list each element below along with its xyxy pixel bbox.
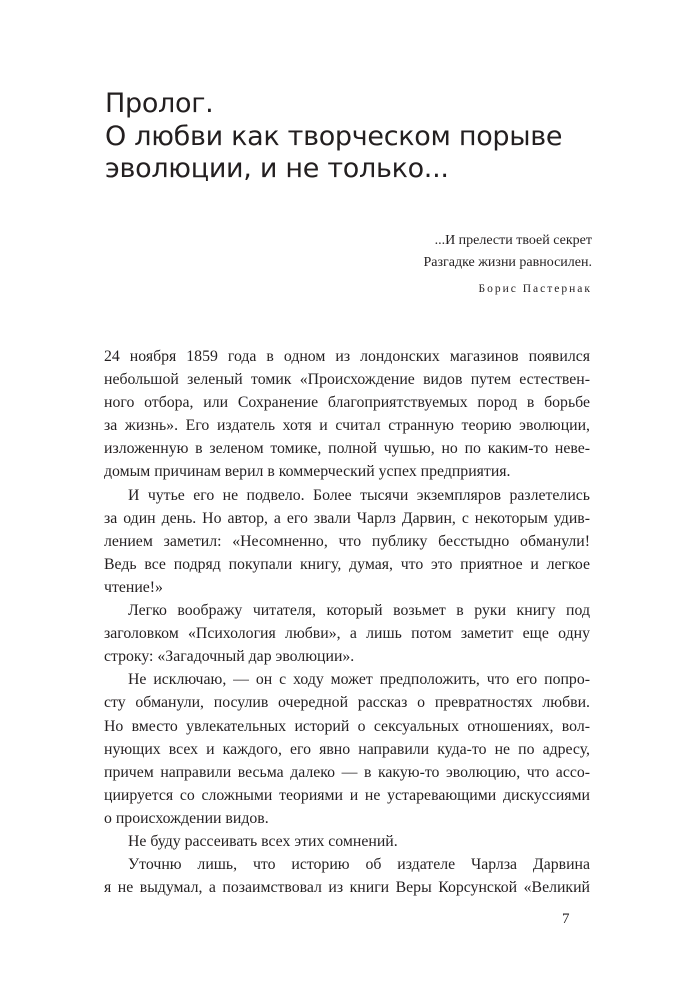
body-text	[104, 345, 590, 899]
chapter-title-line: О любви как творческом порыве	[105, 120, 563, 152]
epigraph-line: Разгадке жизни равносилен.	[423, 255, 592, 270]
paragraph	[104, 484, 590, 599]
text-line: Не буду рассеивать всех этих сомнений.	[128, 832, 398, 850]
chapter-title-line: эволюции, и не только...	[105, 153, 449, 184]
text-line: небольшой зеленый томик «Происхождение видов путем естествен-	[104, 371, 590, 389]
text-line: Но вместо увлекательных историй о сексуальных отношениях, вол-	[104, 717, 590, 735]
paragraph	[104, 668, 590, 830]
text-line: за один день. Но автор, а его звали Чарлз Дарвин, с некоторым удив-	[104, 509, 590, 527]
text-line: о происхождении видов.	[104, 809, 269, 827]
text-line: Не исключаю, — он с ходу может предположить, что его попро-	[128, 671, 590, 689]
text-line: за жизнь». Его издатель хотя и считал странную теорию эволюции,	[104, 417, 590, 435]
page-number: 7	[562, 911, 570, 927]
chapter-title-line: Пролог.	[105, 88, 214, 119]
text-line: Легко воображу читателя, который возьмет в руки книгу под	[128, 602, 590, 620]
epigraph	[423, 230, 592, 300]
text-line: лением заметил: «Несомненно, что публику бесстыдно обманули!	[104, 532, 590, 550]
chapter-title	[105, 88, 625, 186]
text-line: изложенную в зеленом томике, полной чушью, но по каким-то неве-	[104, 440, 590, 458]
text-line: 24 ноября 1859 года в одном из лондонских магазинов появился	[104, 348, 590, 365]
text-line: я не выдумал, а позаимствовал из книги Веры Корсунской «Великий	[104, 879, 590, 897]
text-line: строку: «Загадочный дар эволюции».	[104, 648, 355, 666]
text-line: причем направили весьма далеко — в какую-то эволюцию, что ассо-	[104, 763, 590, 781]
text-line: Ведь все подряд покупали книгу, думая, что это приятное и легкое	[104, 555, 590, 573]
text-line: сту обманули, посулив очередной рассказ о превратностях любви.	[104, 694, 590, 712]
paragraph	[104, 853, 590, 899]
text-line: И чутье его не подвело. Более тысячи экземпляров разлетелись	[128, 486, 590, 504]
paragraph	[104, 830, 590, 853]
paragraph	[104, 345, 590, 484]
text-line: чтение!»	[104, 578, 163, 596]
text-line: Уточню лишь, что историю об издателе Чарлза Дарвина	[128, 856, 590, 874]
text-line: нующих всех и каждого, его явно направили куда-то не по адресу,	[104, 740, 590, 758]
text-line: домым причинам верил в коммерческий успех предприятия.	[104, 463, 511, 481]
text-line: заголовком «Психология любви», а лишь потом заметит еще одну	[104, 625, 590, 643]
epigraph-author: Борис Пастернак	[478, 283, 592, 295]
text-line: ного отбора, или Сохранение благоприятствуемых пород в борьбе	[104, 394, 590, 412]
paragraph	[104, 599, 590, 668]
epigraph-line: ...И прелести твоей секрет	[434, 233, 592, 248]
text-line: циируется со сложными теориями и не устаревающими дискуссиями	[104, 786, 590, 804]
